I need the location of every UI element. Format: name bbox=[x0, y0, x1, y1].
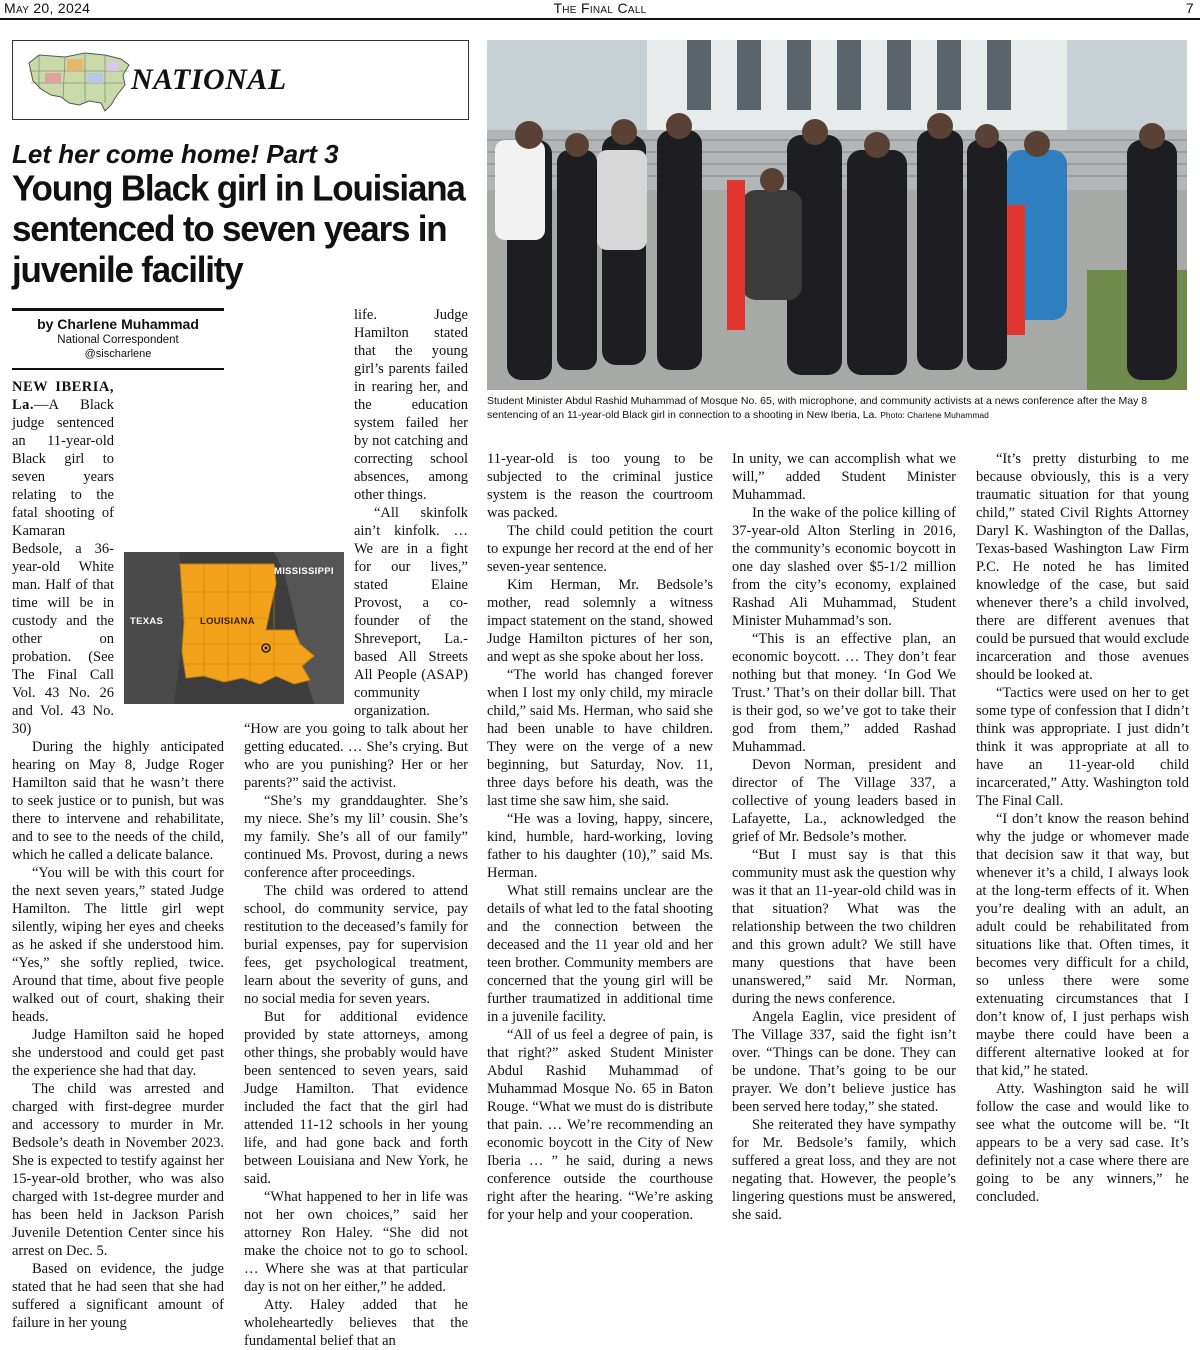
article-paragraph: Angela Eaglin, vice president of The Village 337, said the fight isn’t over. “Things can be done. They can be undone. That’s going to be our prayer. We don’t believe justice has been served here today,” she stated. bbox=[732, 1009, 956, 1115]
louisiana-map bbox=[124, 552, 344, 704]
article-column-4 bbox=[732, 450, 956, 1296]
article-column-5 bbox=[976, 450, 1189, 1296]
article-paragraph: “He was a loving, happy, sincere, kind, humble, hard-working, loving father to his daughter (10),” said Ms. Herman. bbox=[487, 811, 713, 881]
author-name: by Charlene Muhammad bbox=[37, 316, 199, 332]
byline-rule bbox=[12, 368, 224, 370]
dateline: NEW IBERIA, La. bbox=[12, 379, 114, 413]
article-column-3 bbox=[487, 450, 713, 1296]
article-paragraph: Judge Hamilton said he hoped she understood and could get past the experience she had that day. bbox=[12, 1027, 224, 1079]
article-paragraph: “What happened to her in life was not her own choices,” said her attorney Ron Haley. “She did not make the choice not to go to school. … Where she was at that particular day is not on her either,” he added. bbox=[244, 1189, 468, 1295]
article-paragraph: The child was ordered to attend school, do community service, pay restitution to the deceased’s family for burial expenses, pay for supervision fees, get psychological treatment, learn about the severity of guns, and no social media for seven years. bbox=[244, 883, 468, 1007]
article-paragraph: “This is an effective plan, an economic boycott. … They don’t fear nothing but that money. ‘In God We Trust.’ That’s on their dollar bill. That is their god, so we’ve got to take their god from them,” added Rashad Muhammad. bbox=[732, 631, 956, 755]
article-paragraph: 11-year-old is too young to be subjected to the criminal justice system is the reason the courtroom was packed. bbox=[487, 451, 713, 521]
page-header bbox=[0, 0, 1200, 20]
map-label-mississippi: MISSISSIPPI bbox=[274, 566, 334, 577]
article-paragraph: The child could petition the court to expunge her record at the end of her seven-year sentence. bbox=[487, 523, 713, 575]
article-paragraph: “Tactics were used on her to get some type of confession that I didn’t think was appropriate. I just didn’t think it was appropriate at all to have an 11-year-old child incarcerated,” Atty. Washington told The Final Call. bbox=[976, 685, 1189, 809]
article-paragraph: Atty. Washington said he will follow the case and would like to see what the outcome will be. “It appears to be a very sad case. It’s definitely not a case where there are going to be any winners,” he concluded. bbox=[976, 1081, 1189, 1205]
article-paragraph: “All skinfolk ain’t kinfolk. … We are in a fight for our lives,” stated Elaine Provost, a co-founder of the Shreveport, La.-based All Streets All People (ASAP) community organization. “How are you going to talk about her getting educated. … She’s crying. But who are you punishing? Her or her parents?” said the activist. bbox=[244, 505, 468, 791]
byline bbox=[12, 308, 224, 361]
article-paragraph: The child was arrested and charged with first-degree murder and accessory to murder in Mr. Bedsole’s death in November 2023. She is expected to testify against her 15-year-old brother, who was also charged with 1st-degree murder and has been held in Jackson Parish Juvenile Detention Center since his arrest on Dec. 5. bbox=[12, 1081, 224, 1259]
article-paragraph: In unity, we can accomplish what we will,” added Student Minister Muhammad. bbox=[732, 451, 956, 503]
article-paragraph: Kim Herman, Mr. Bedsole’s mother, read solemnly a witness impact statement on the stand, showed Judge Hamilton pictures of her son, and wept as she spoke about her loss. bbox=[487, 577, 713, 665]
section-banner bbox=[12, 40, 469, 120]
article-paragraph: NEW IBERIA, La.—A Black judge sentenced an 11-year-old Black girl to seven years relating to the fatal shooting of Kamaran Bedsole, a 36-year-old White man. Half of that time will be in custody and the other on probation. (See The Final Call Vol. 43 No. 26 and Vol. 43 No. 30) bbox=[12, 379, 114, 737]
article-kicker: Let her come home! Part 3 bbox=[12, 139, 339, 169]
author-role: National Correspondent bbox=[57, 334, 179, 346]
section-label: NATIONAL bbox=[131, 63, 287, 96]
article-paragraph: She reiterated they have sympathy for Mr. Bedsole’s family, which suffered a great loss, and they are not negating that. However, the people’s lingering questions must be answered, she said. bbox=[732, 1117, 956, 1223]
article-headline: Young Black girl in Louisiana sentenced to seven years in juvenile facility bbox=[12, 168, 465, 291]
article-paragraph: “The world has changed forever when I lost my only child, my miracle child,” said Ms. Herman, who said she had been unable to have children. They were on the verge of a new beginning, but Saturday, Nov. 11, three days before his death, was the last time she saw him, she said. bbox=[487, 667, 713, 809]
article-paragraph: life. Judge Hamilton stated that the young girl’s parents failed in rearing her, and the education system failed her by not catching and correcting school absences, among other things. bbox=[354, 307, 468, 503]
photo-credit: Photo: Charlene Muhammad bbox=[880, 410, 989, 420]
article-paragraph: Devon Norman, president and director of The Village 337, a collective of young leaders based in Lafayette, La., acknowledged the grief of Mr. Bedsole’s mother. bbox=[732, 757, 956, 845]
caption-text: Student Minister Abdul Rashid Muhammad of Mosque No. 65, with microphone, and community activists at a news conference after the May 8 sentencing of an 11-year-old Black girl in connection to a shooting in New Iberia, La. bbox=[487, 395, 1148, 421]
article-paragraph: “It’s pretty disturbing to me because obviously, this is a very traumatic situation for that young child,” stated Civil Rights Attorney Daryl K. Washington of the Dallas, Texas-based Washington Law Firm P.C. He noted he has limited knowledge of the case, but said whenever there’s a child involved, there are different avenues that could be pursued that would exclude incarceration and those avenues should be looked at. bbox=[976, 451, 1190, 683]
article-paragraph: “All of us feel a degree of pain, is that right?” asked Student Minister Abdul Rashid Muhammad of Muhammad Mosque No. 65 in Baton Rouge. “What we must do is distribute that pain. … We’re recommending an economic boycott in the City of New Iberia … ” he said, during a news conference outside the courthouse right after the hearing. “We’re asking for your help and your cooperation. bbox=[487, 1027, 713, 1223]
page-number: 7 bbox=[1185, 0, 1194, 16]
map-label-texas: TEXAS bbox=[130, 616, 164, 627]
article-paragraph: But for additional evidence provided by state attorneys, among other things, she probably would have been sentenced to seven years, said Judge Hamilton. That evidence included the fact that the girl had attended 11-12 schools in her young life, and had gone back and forth between Louisiana and New York, he said. bbox=[244, 1009, 468, 1187]
article-paragraph: Atty. Haley added that he wholeheartedly believes that the fundamental belief that an bbox=[244, 1297, 468, 1349]
article-paragraph: Based on evidence, the judge stated that he had seen that she had suffered a significant amount of failure in her young bbox=[12, 1261, 224, 1331]
article-column-2 bbox=[244, 306, 468, 1349]
article-paragraph: “But I must say is that this community must ask the question why was it that an 11-year-old child was in that situation? What was the relationship between the two children and this grown adult? We still have many questions that have been unanswered,” said Mr. Norman, during the news conference. bbox=[732, 847, 956, 1007]
photo-illustration bbox=[487, 40, 1187, 390]
article-paragraph: “She’s my granddaughter. She’s my niece. She’s my lil’ cousin. She’s my family. She’s all of our family” continued Ms. Provost, during a news conference after proceedings. bbox=[244, 793, 468, 881]
issue-date: May 20, 2024 bbox=[4, 0, 91, 16]
photo-caption bbox=[487, 394, 1189, 422]
news-conference-photo bbox=[487, 40, 1187, 390]
article-column-1 bbox=[12, 378, 224, 1331]
article-paragraph: During the highly anticipated hearing on May 8, Judge Roger Hamilton said that he wasn’t there to seek justice or to punish, but was there to intervene and rehabilitate, and to see to the needs of the child, which he called a delicate balance. bbox=[12, 739, 224, 863]
author-handle: @sischarlene bbox=[84, 348, 152, 360]
article-paragraph: “I don’t know the reason behind why the judge or whomever made that decision saw it that way, but whenever it’s a child, I always look at the long-term effects of it. When you’re dealing with an adult, an adult could be rehabilitated from situations like that. Often times, it becomes very difficult for a child, so unless there were some extenuating circumstances that I don’t know of, I just perhaps wish maybe there could have been a different alternative looked at for that kid,” he stated. bbox=[976, 811, 1189, 1079]
article-paragraph: What still remains unclear are the details of what led to the fatal shooting and the connection between the deceased and the 11 year old and her teen brother. Community members are concerned that the young girl will be further traumatized in additional time in a juvenile facility. bbox=[487, 883, 713, 1025]
article-paragraph: In the wake of the police killing of 37-year-old Alton Sterling in 2016, the community’s economic boycott in one day slashed over $5-1/2 million from the city’s economy, explained Rashad Ali Muhammad, Student Minister Muhammad’s son. bbox=[732, 505, 956, 629]
us-map-icon bbox=[25, 45, 133, 115]
article-paragraph: “You will be with this court for the next seven years,” stated Judge Hamilton. The little girl wept silently, wiping her eyes and cheeks as he asked if she understood him. “Yes,” she softly replied, twice. Around that time, about five people walked out of court, shaking their heads. bbox=[12, 865, 224, 1025]
map-label-louisiana: LOUISIANA bbox=[200, 616, 255, 627]
paper-name: The Final Call bbox=[553, 0, 647, 16]
